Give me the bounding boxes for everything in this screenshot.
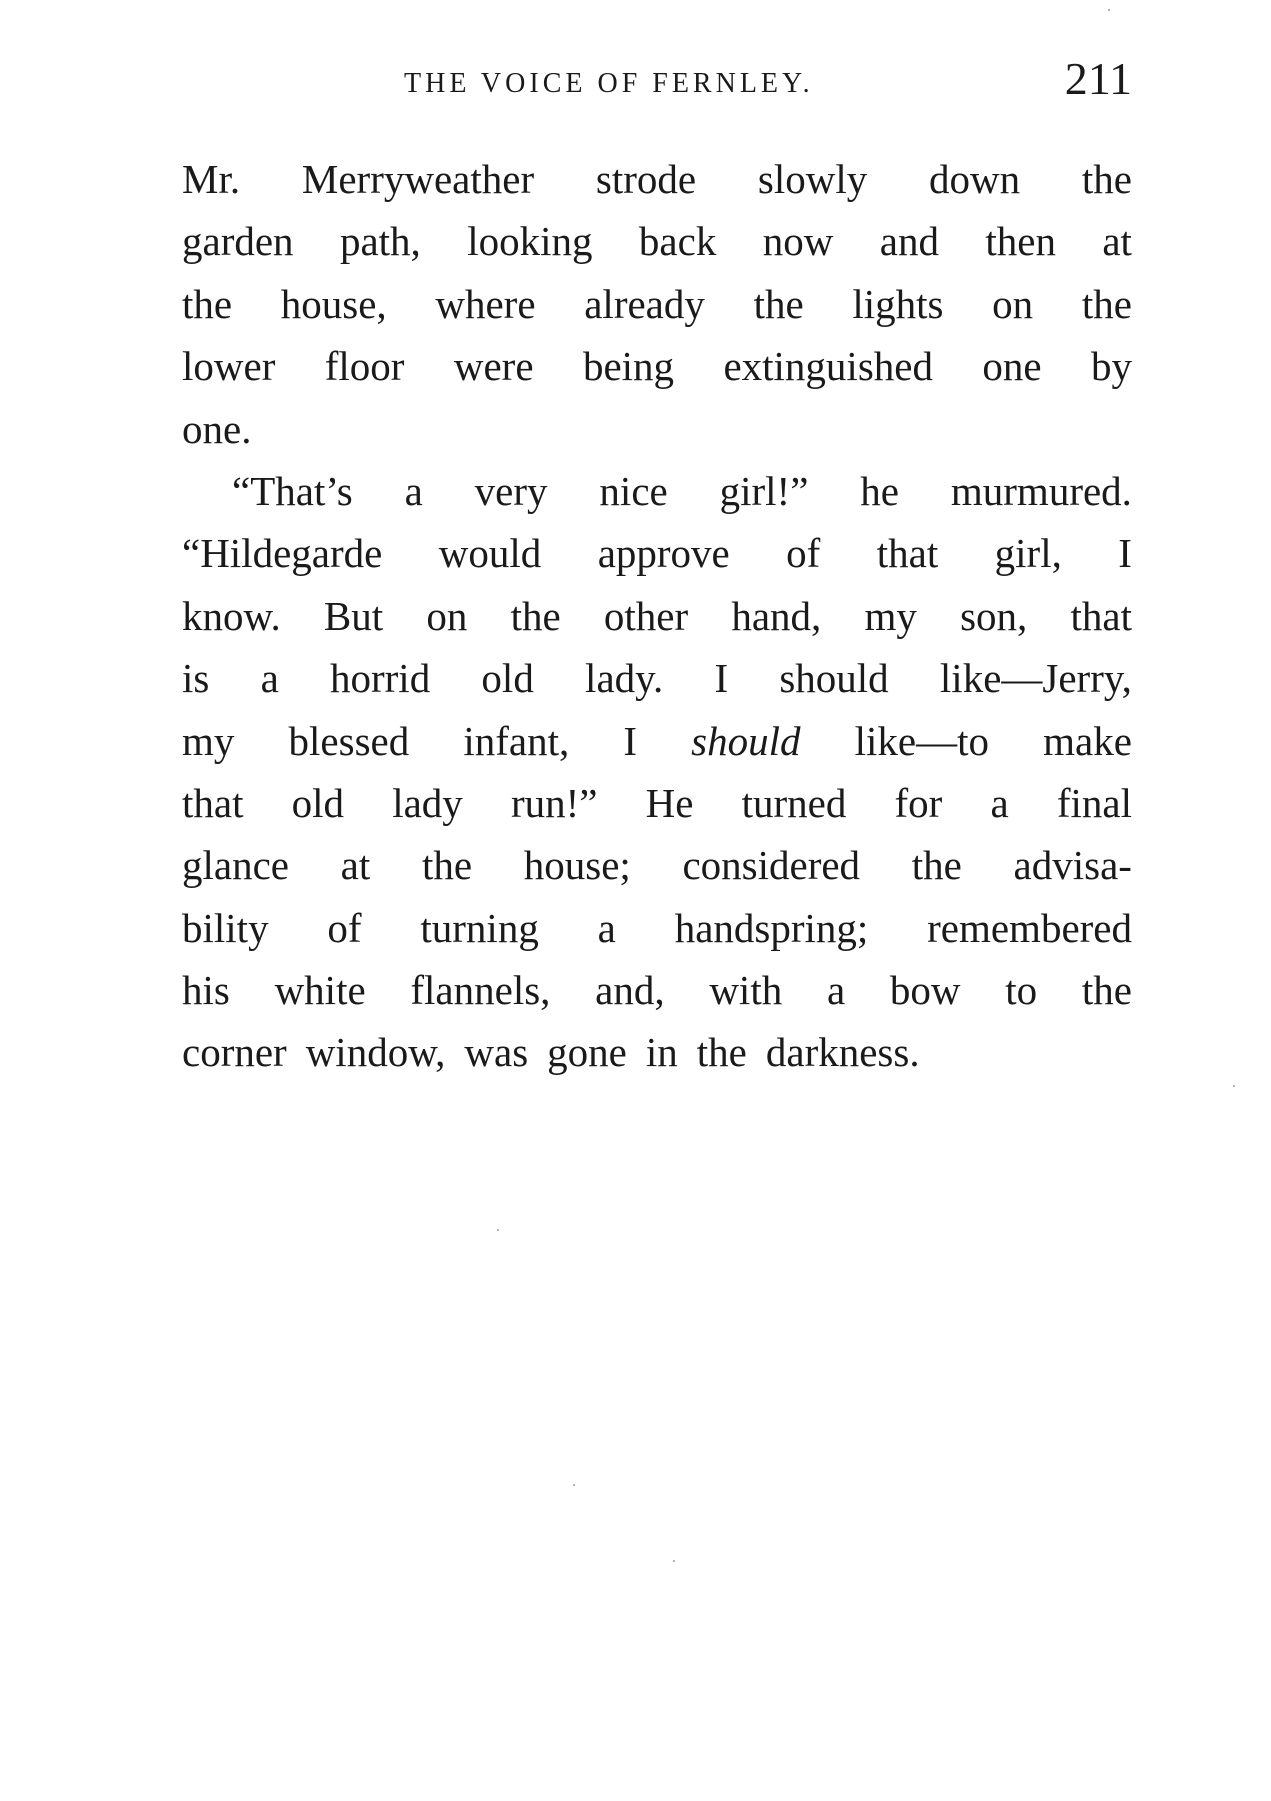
word: where bbox=[435, 280, 536, 327]
word: the bbox=[1081, 280, 1132, 327]
word: a bbox=[597, 904, 616, 951]
word: glance bbox=[182, 842, 289, 889]
word: advisa- bbox=[1013, 842, 1132, 889]
word: my bbox=[864, 592, 917, 639]
word: turned bbox=[741, 779, 847, 826]
text-line bbox=[182, 273, 1132, 335]
word: that bbox=[876, 530, 939, 577]
running-head bbox=[182, 53, 1132, 104]
word: floor bbox=[324, 343, 405, 390]
word: house; bbox=[523, 842, 631, 889]
word: a bbox=[260, 655, 279, 702]
word: the bbox=[696, 1029, 747, 1076]
word: the bbox=[1081, 156, 1132, 202]
word: considered bbox=[682, 842, 861, 889]
word: in bbox=[645, 1029, 678, 1076]
word: girl, bbox=[994, 530, 1062, 577]
word: “That’s bbox=[232, 467, 353, 514]
word: lady. bbox=[585, 655, 664, 702]
word: he bbox=[860, 467, 899, 514]
word: on bbox=[992, 280, 1034, 327]
word: of bbox=[327, 904, 362, 951]
word: that bbox=[182, 779, 244, 826]
text-line bbox=[182, 772, 1132, 834]
word: and, bbox=[595, 967, 665, 1014]
word: infant, bbox=[463, 717, 570, 764]
word: He bbox=[645, 779, 694, 826]
word: by bbox=[1091, 343, 1132, 390]
word: Mr. bbox=[182, 156, 241, 202]
emphasized-word: should bbox=[691, 717, 801, 764]
word: garden bbox=[182, 218, 294, 265]
word: I bbox=[714, 655, 729, 702]
text-line bbox=[182, 398, 1132, 460]
text-line bbox=[182, 710, 1132, 772]
word: to bbox=[1005, 967, 1038, 1014]
word: I bbox=[1118, 530, 1132, 577]
word: white bbox=[274, 967, 366, 1014]
text-line bbox=[182, 522, 1132, 584]
text-line bbox=[182, 834, 1132, 896]
text-line bbox=[182, 148, 1132, 210]
word: lights bbox=[852, 280, 944, 327]
word: with bbox=[709, 967, 783, 1014]
paper-speck bbox=[673, 1560, 675, 1562]
word: old bbox=[291, 779, 345, 826]
word: then bbox=[985, 218, 1056, 265]
word: other bbox=[603, 592, 689, 639]
word: approve bbox=[597, 530, 730, 577]
text-line bbox=[182, 460, 1132, 522]
paper-speck bbox=[497, 1229, 499, 1231]
word: path, bbox=[339, 218, 421, 265]
word: very bbox=[474, 467, 548, 514]
word: down bbox=[929, 156, 1021, 202]
word: now bbox=[762, 218, 834, 265]
text-line bbox=[182, 959, 1132, 1021]
word: know. bbox=[182, 592, 281, 639]
word: remembered bbox=[927, 904, 1132, 951]
word: on bbox=[426, 592, 468, 639]
word: a bbox=[826, 967, 846, 1014]
word: “Hildegarde bbox=[182, 530, 383, 577]
word: of bbox=[786, 530, 821, 577]
text-line bbox=[182, 647, 1132, 709]
word: handspring; bbox=[674, 904, 869, 951]
word: blessed bbox=[288, 717, 410, 764]
word: that bbox=[1070, 592, 1132, 639]
word: flannels, bbox=[410, 967, 551, 1014]
word: the bbox=[753, 280, 804, 327]
word: bility bbox=[182, 904, 269, 951]
word: final bbox=[1056, 779, 1132, 826]
word: the bbox=[421, 842, 473, 889]
word: my bbox=[182, 717, 235, 764]
word: the bbox=[911, 842, 962, 889]
word: the bbox=[182, 280, 233, 327]
word: one. bbox=[182, 405, 252, 452]
word: darkness. bbox=[765, 1029, 920, 1076]
word: for bbox=[894, 779, 943, 826]
word: window, bbox=[305, 1029, 446, 1076]
text-line bbox=[182, 585, 1132, 647]
word: Merryweather bbox=[301, 156, 535, 202]
word: lady bbox=[392, 779, 463, 826]
word: his bbox=[182, 967, 230, 1014]
word: old bbox=[481, 655, 534, 702]
word: was bbox=[464, 1029, 529, 1076]
paper-speck bbox=[1108, 9, 1110, 11]
page-number: 211 bbox=[1064, 53, 1132, 104]
word: would bbox=[438, 530, 542, 577]
text-line bbox=[182, 897, 1132, 959]
paper-speck bbox=[573, 1484, 575, 1486]
word: one bbox=[982, 343, 1042, 390]
body-text bbox=[182, 148, 1132, 1084]
text-line bbox=[182, 335, 1132, 397]
word: bow bbox=[889, 967, 961, 1014]
word: run!” bbox=[510, 779, 598, 826]
word: is bbox=[182, 655, 210, 702]
word: at bbox=[340, 842, 371, 889]
word: already bbox=[584, 280, 705, 327]
text-line bbox=[182, 210, 1132, 272]
word: and bbox=[879, 218, 939, 265]
word: hand, bbox=[731, 592, 822, 639]
word: like—to bbox=[854, 717, 990, 764]
running-title: THE VOICE OF FERNLEY. bbox=[404, 68, 814, 99]
word: were bbox=[453, 343, 534, 390]
word: should bbox=[779, 655, 889, 702]
word: murmured. bbox=[950, 467, 1132, 514]
word: son, bbox=[960, 592, 1028, 639]
paper-speck bbox=[1233, 1085, 1235, 1087]
word: I bbox=[623, 717, 638, 764]
word: corner bbox=[182, 1029, 287, 1076]
word: a bbox=[404, 467, 423, 514]
word: girl!” bbox=[719, 467, 809, 514]
word: the bbox=[510, 592, 561, 639]
word: horrid bbox=[330, 655, 431, 702]
word: at bbox=[1102, 218, 1132, 265]
word: gone bbox=[547, 1029, 627, 1076]
text-line bbox=[182, 1021, 1132, 1083]
word: turning bbox=[420, 904, 539, 951]
word: make bbox=[1043, 717, 1132, 764]
word: the bbox=[1081, 967, 1132, 1014]
word: back bbox=[638, 218, 717, 265]
word: lower bbox=[182, 343, 276, 390]
word: But bbox=[323, 592, 384, 639]
word: a bbox=[990, 779, 1009, 826]
word: like—Jerry, bbox=[939, 655, 1132, 702]
word: extinguished bbox=[723, 343, 933, 390]
word: strode bbox=[595, 156, 697, 202]
word: nice bbox=[599, 467, 668, 514]
word: being bbox=[582, 343, 675, 390]
word: slowly bbox=[757, 156, 868, 202]
word: looking bbox=[467, 218, 593, 265]
word: house, bbox=[280, 280, 387, 327]
